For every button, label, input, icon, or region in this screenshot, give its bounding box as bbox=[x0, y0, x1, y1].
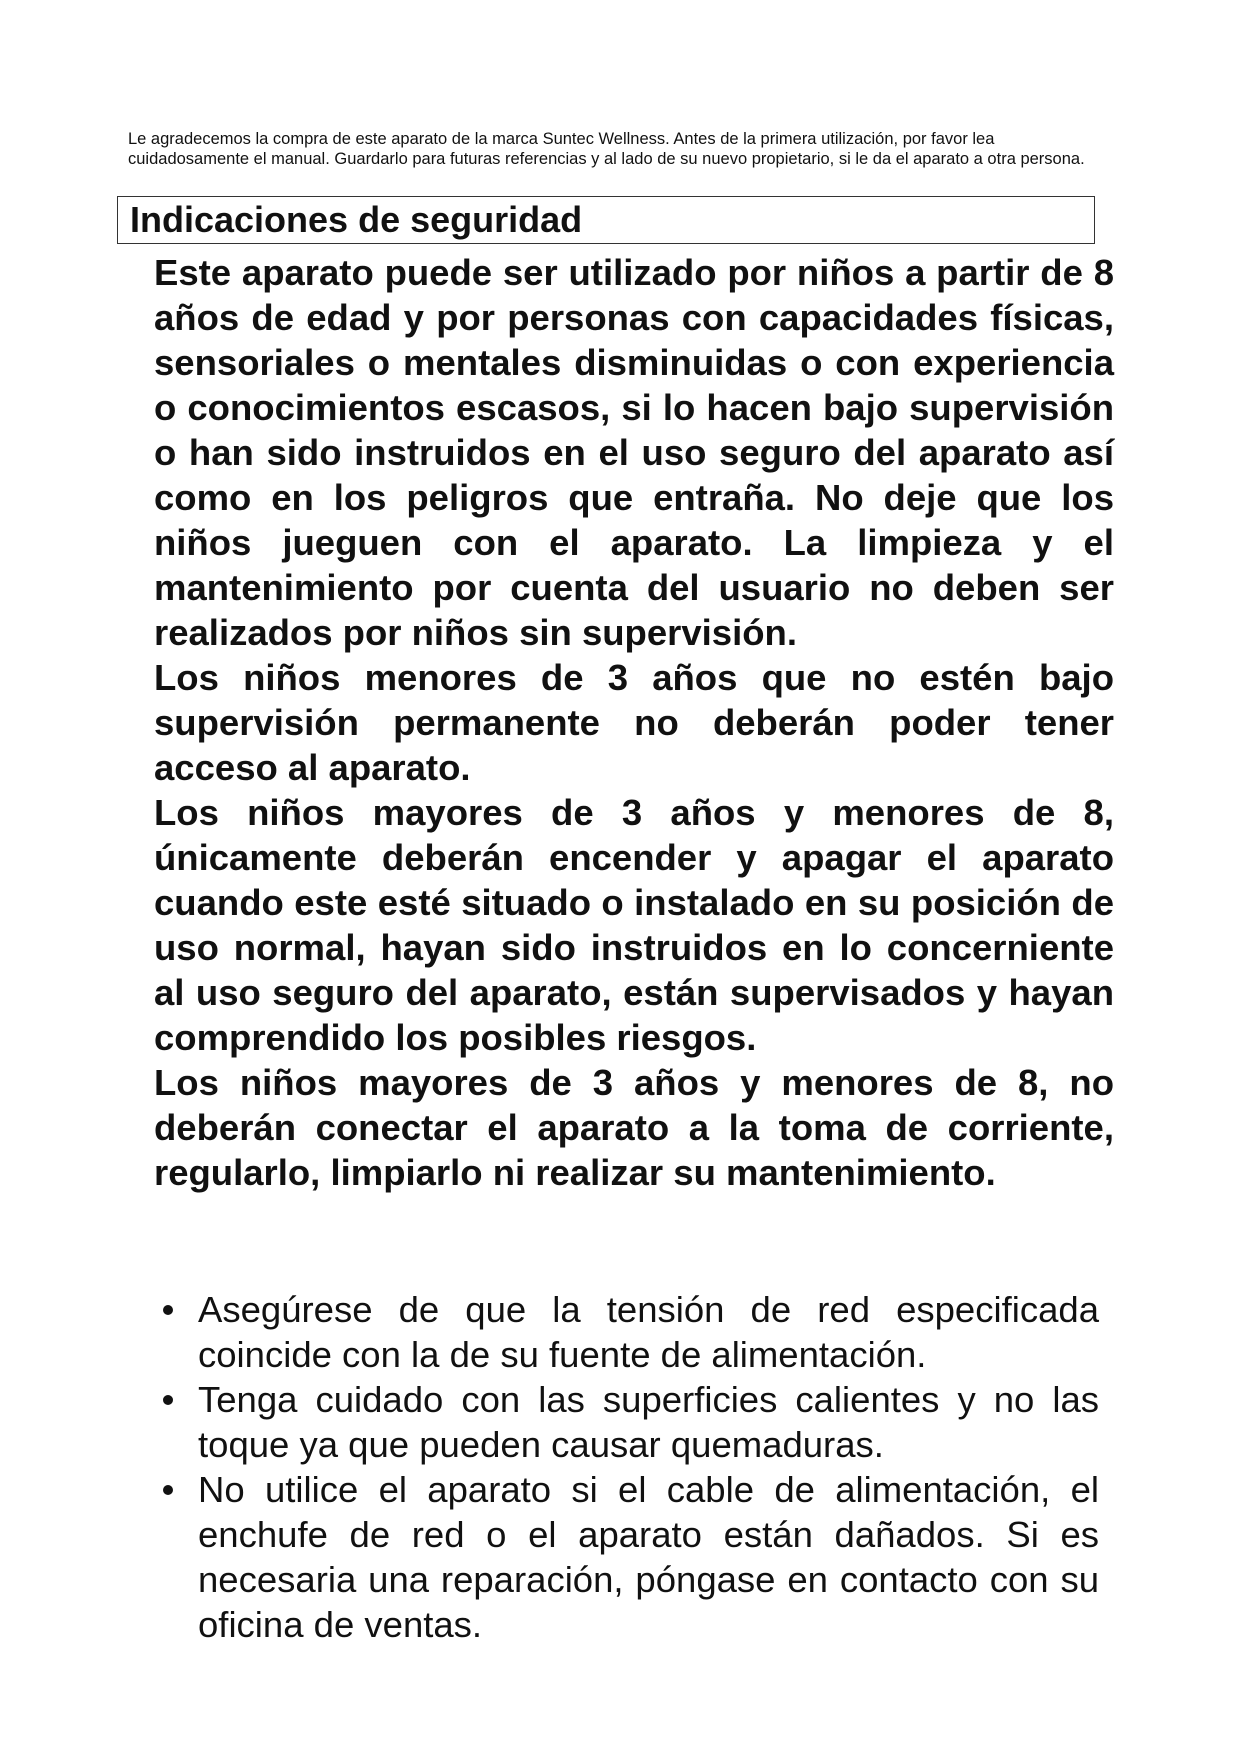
safety-warning-block bbox=[154, 250, 1114, 1195]
safety-bullet-list bbox=[154, 1287, 1099, 1647]
bullet-text-voltage: Asegúrese de que la tensión de red especificada coincide con la de su fuente de alimentación. bbox=[198, 1289, 1099, 1375]
intro-paragraph: Le agradecemos la compra de este aparato de la marca Suntec Wellness. Antes de la primera utilización, por favor lea cuidadosamente el manual. Guardarlo para futuras referencias y al lado de su nuevo propietario, si le da el aparato a otra persona. bbox=[128, 130, 1085, 168]
bullet-icon bbox=[163, 1305, 173, 1315]
section-header-box bbox=[117, 196, 1095, 244]
section-title: Indicaciones de seguridad bbox=[130, 199, 583, 240]
warning-paragraph-3-to-8-operate: Los niños mayores de 3 años y menores de 8, únicamente deberán encender y apagar el aparato cuando este esté situado o instalado en su posición de uso normal, hayan sido instruidos en lo concerniente al uso seguro del aparato, están supervisados y hayan comprendido los posibles riesgos. bbox=[154, 792, 1114, 1058]
bullet-icon bbox=[163, 1485, 173, 1495]
warning-paragraph-children-age: Este aparato puede ser utilizado por niños a partir de 8 años de edad y por personas con capacidades físicas, sensoriales o mentales disminuidas o con experiencia o conocimientos escasos, si lo hacen bajo supervisión o han sido instruidos en el uso seguro del aparato así como en los peligros que entraña. No deje que los niños jueguen con el aparato. La limpieza y el mantenimiento por cuenta del usuario no deben ser realizados por niños sin supervisión. bbox=[154, 252, 1114, 653]
warning-paragraph-under-3: Los niños menores de 3 años que no estén bajo supervisión permanente no deberán poder tener acceso al aparato. bbox=[154, 657, 1114, 788]
bullet-text-damaged-cable: No utilice el aparato si el cable de alimentación, el enchufe de red o el aparato están dañados. Si es necesaria una reparación, póngase en contacto con su oficina de ventas. bbox=[198, 1469, 1099, 1645]
warning-paragraph-3-to-8-no-connect: Los niños mayores de 3 años y menores de 8, no deberán conectar el aparato a la toma de corriente, regularlo, limpiarlo ni realizar su mantenimiento. bbox=[154, 1062, 1114, 1193]
bullet-icon bbox=[163, 1395, 173, 1405]
list-item bbox=[154, 1287, 1099, 1377]
list-item bbox=[154, 1377, 1099, 1467]
bullet-text-hot-surfaces: Tenga cuidado con las superficies calientes y no las toque ya que pueden causar quemaduras. bbox=[198, 1379, 1099, 1465]
list-item bbox=[154, 1467, 1099, 1647]
